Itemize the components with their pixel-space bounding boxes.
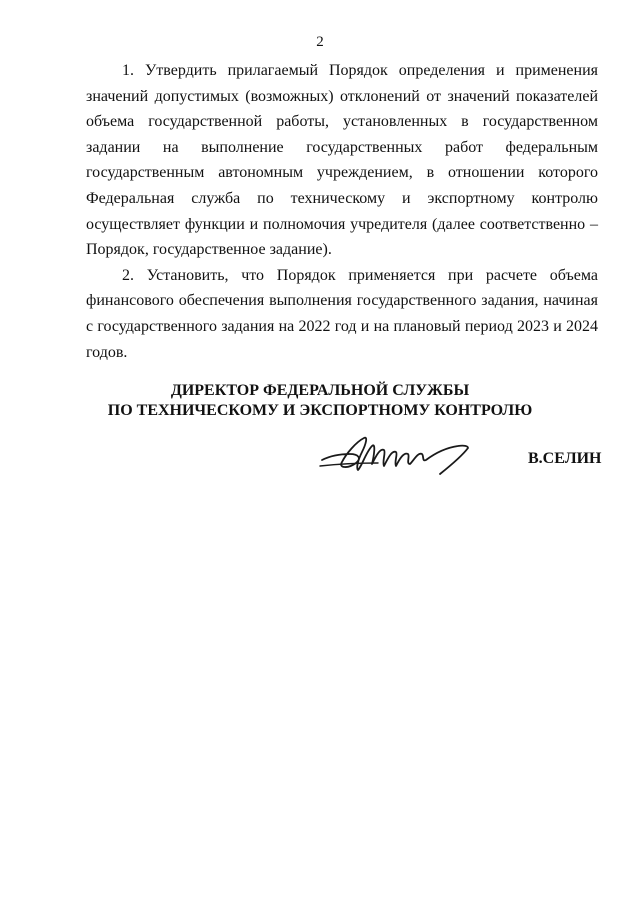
page-number: 2 bbox=[316, 34, 324, 50]
signatory-title-line-2: ПО ТЕХНИЧЕСКОМУ И ЭКСПОРТНОМУ КОНТРОЛЮ bbox=[107, 402, 533, 419]
document-body bbox=[86, 58, 598, 365]
paragraph-2: 2. Установить, что Порядок применяется при расчете объема финансового обеспечения выполнения государственного задания, начиная с государственного задания на 2022 год и на плановый период 2023 и 2024 годов. bbox=[86, 266, 598, 361]
signature-icon bbox=[318, 430, 478, 480]
paragraph-1: 1. Утвердить прилагаемый Порядок определения и применения значений допустимых (возможных) отклонений от значений показателей объема государственной работы, установленных в государственном задании на выполнение государственных работ федеральным государственным автономным учреждением, в отношении которого Федеральная служба по техническому и экспортному контролю осуществляет функции и полномочия учредителя (далее соответственно – Порядок, государственное задание). bbox=[86, 62, 598, 259]
signatory-title-line-1: ДИРЕКТОР ФЕДЕРАЛЬНОЙ СЛУЖБЫ bbox=[170, 382, 470, 399]
signatory-title bbox=[0, 381, 640, 421]
signatory-name: В.СЕЛИН bbox=[528, 450, 602, 467]
